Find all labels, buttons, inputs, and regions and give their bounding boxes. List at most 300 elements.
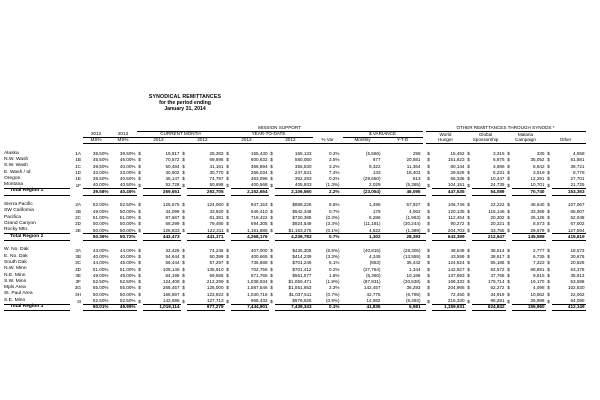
ytd-2012: 362,283 <box>294 176 312 182</box>
variance-monthly: 1,302 <box>343 234 383 241</box>
synod-code: 2E <box>75 228 81 234</box>
currency-symbol: $ <box>270 260 273 266</box>
ytd-2012: $889,226 <box>292 202 312 208</box>
currency-symbol: $ <box>467 221 470 227</box>
synod-code: 3G <box>74 285 81 291</box>
malaria-campaign: 2,777 <box>533 247 545 253</box>
currency-symbol: $ <box>226 291 229 297</box>
ytd-2012: 155,132 <box>294 150 312 156</box>
other-remittance: 30,676 <box>570 253 585 259</box>
synod-name: S.W. Minn <box>4 278 27 284</box>
global-sponsorship: 5,231 <box>493 169 505 175</box>
variance-monthly: (11,181) <box>363 221 381 227</box>
ms-pct-2012: 50.00% <box>92 227 109 233</box>
currency-symbol: $ <box>547 266 550 272</box>
currency-symbol: $ <box>226 157 229 163</box>
synod-name: Montana <box>4 182 24 188</box>
other-remittance: 51,881 <box>570 157 585 163</box>
currency-symbol: $ <box>427 150 430 156</box>
world-hunger: 120,135 <box>447 208 465 214</box>
world-hunger: 104,151 <box>447 182 465 188</box>
synod-name: Mpls Area <box>4 285 26 291</box>
currency-symbol: $ <box>226 266 229 272</box>
pct-variance: (0.7%) <box>325 291 340 297</box>
malaria-campaign: 4,098 <box>533 285 545 291</box>
current-month-2013: 108,145 <box>162 266 180 272</box>
variance-ytd: (1,389) <box>405 227 421 233</box>
currency-symbol: $ <box>270 202 273 208</box>
ytd-2012: $701,412 <box>292 266 312 272</box>
malaria-campaign: 9,615 <box>533 272 545 278</box>
currency-symbol: $ <box>182 291 185 297</box>
variance-ytd: 18,403 <box>406 169 421 175</box>
malaria-campaign: 48,640 <box>530 202 545 208</box>
world-hunger: 66,336 <box>450 176 465 182</box>
global-sponsorship: 6,875 <box>493 157 505 163</box>
currency-symbol: $ <box>138 182 141 188</box>
ms-pct-2012: 49.00% <box>92 272 109 278</box>
header-global-sponsorship-top: Global <box>478 131 493 137</box>
currency-symbol: $ <box>467 272 470 278</box>
ms-pct-2012: 39.50% <box>92 163 109 169</box>
currency-symbol: $ <box>270 169 273 175</box>
currency-symbol: $ <box>270 291 273 297</box>
currency-symbol: $ <box>270 253 273 259</box>
ytd-2012: $414,239 <box>292 253 312 259</box>
current-month-2013: 166,697 <box>162 291 180 297</box>
current-month-2013: 1,019,114 <box>143 304 181 311</box>
ms-pct-2012: 45.50% <box>92 157 109 163</box>
other-remittance: 107,067 <box>567 202 585 208</box>
ms-pct-2012: 49.00% <box>92 208 109 214</box>
current-month-2012: 212,299 <box>206 279 224 285</box>
malaria-campaign: 25,126 <box>530 215 545 221</box>
synod-name: E. No. Dak <box>4 253 28 259</box>
synod-name: Alaska <box>4 150 19 156</box>
currency-symbol: $ <box>507 215 510 221</box>
variance-monthly: (87,831) <box>363 279 381 285</box>
currency-symbol: $ <box>182 272 185 278</box>
currency-symbol: $ <box>226 215 229 221</box>
currency-symbol: $ <box>547 215 550 221</box>
ytd-2012: 247,631 <box>294 169 312 175</box>
currency-symbol: $ <box>138 163 141 169</box>
variance-ytd: 1,344 <box>409 266 421 272</box>
currency-symbol: $ <box>547 260 550 266</box>
synod-name: Total Region 1 <box>4 189 70 196</box>
currency-symbol: $ <box>427 272 430 278</box>
variance-ytd: 11,364 <box>406 163 421 169</box>
other-remittance: 20,829 <box>570 260 585 266</box>
malaria-campaign: 155,960 <box>512 304 546 311</box>
currency-symbol: $ <box>547 279 550 285</box>
currency-symbol: $ <box>138 157 141 163</box>
global-sponsorship: 3,315 <box>493 150 505 156</box>
currency-symbol: $ <box>226 253 229 259</box>
currency-symbol: $ <box>547 291 550 297</box>
current-month-2012: 122,311 <box>207 227 224 233</box>
header-world-hunger-top: World <box>439 131 452 137</box>
ytd-2012: 4,239,783 <box>275 234 313 241</box>
current-month-2012: 69,896 <box>209 157 224 163</box>
currency-symbol: $ <box>270 285 273 291</box>
ms-pct-2012: 52.50% <box>92 298 109 303</box>
table-body <box>4 150 586 311</box>
synod-code: 1E <box>75 176 81 182</box>
ytd-2012: $924,549 <box>292 221 312 227</box>
current-month-2012: 74,797 <box>209 176 224 182</box>
currency-symbol: $ <box>467 150 470 156</box>
table-total-row <box>4 304 586 311</box>
current-month-2013: 125,575 <box>162 202 180 208</box>
currency-symbol: $ <box>467 253 470 259</box>
current-month-2013: 268,457 <box>162 285 180 291</box>
synod-name: W. No. Dak <box>4 247 29 253</box>
current-month-2012: 292,705 <box>187 189 225 196</box>
current-month-2013: 142,695 <box>162 298 180 303</box>
pct-variance: 0.2% <box>329 150 340 156</box>
currency-symbol: $ <box>547 221 550 227</box>
currency-symbol: $ <box>427 182 430 188</box>
variance-monthly: (29,650) <box>363 176 381 182</box>
currency-symbol: $ <box>182 176 185 182</box>
header-malaria-campaign: Campaign <box>506 138 546 144</box>
ytd-2013: 600,632 <box>250 157 268 163</box>
currency-symbol: $ <box>138 176 141 182</box>
synod-name: Pacifica <box>4 214 22 220</box>
ytd-2012: 2,106,560 <box>275 189 313 196</box>
currency-symbol: $ <box>226 298 229 304</box>
header-cm-2013: 2013 <box>137 138 181 144</box>
synod-code <box>70 189 83 196</box>
ytd-2013: 546,410 <box>250 208 268 214</box>
currency-symbol: $ <box>467 298 470 304</box>
synod-name: E. Wash / Id <box>4 169 31 175</box>
world-hunger: 643,399 <box>432 234 466 241</box>
current-month-2012: 41,161 <box>209 163 224 169</box>
ms-pct-2012: 50.36% <box>83 234 110 241</box>
ms-pct-2013: 40.00% <box>119 163 136 169</box>
other-remittance: 412,149 <box>552 304 586 311</box>
malaria-campaign: 35,052 <box>530 157 545 163</box>
currency-symbol: $ <box>270 215 273 221</box>
global-sponsorship: 3,686 <box>493 163 505 169</box>
current-month-2012: 33,920 <box>209 208 224 214</box>
currency-symbol: $ <box>270 208 273 214</box>
ytd-2013: 571,765 <box>250 272 268 278</box>
variance-ytd: (8,493) <box>405 298 421 303</box>
malaria-campaign: 33,369 <box>530 208 545 214</box>
currency-symbol: $ <box>427 215 430 221</box>
currency-symbol: $ <box>507 266 510 272</box>
synod-name: N.E. Minn <box>4 272 26 278</box>
currency-symbol: $ <box>427 253 430 259</box>
ytd-2013: 1,161,886 <box>247 227 268 233</box>
ms-pct-2013: 44.00% <box>119 247 136 253</box>
currency-symbol: $ <box>138 253 141 259</box>
currency-symbol: $ <box>507 279 510 285</box>
currency-symbol: $ <box>270 247 273 253</box>
ms-pct-2013: 49.00% <box>119 272 136 278</box>
current-month-2013: 52,728 <box>165 182 180 188</box>
ms-pct-2012: 50.01% <box>83 304 110 311</box>
pct-variance: 5.1% <box>329 260 340 266</box>
currency-symbol: $ <box>138 266 141 272</box>
variance-monthly: 2,029 <box>369 182 381 188</box>
variance-monthly: (23,054) <box>343 189 383 196</box>
header-year-to-date: YEAR-TO-DATE <box>225 132 313 138</box>
malaria-campaign: 335 <box>536 150 545 156</box>
synod-code: 3D <box>75 266 81 272</box>
currency-symbol: $ <box>138 215 141 221</box>
synod-code: 3E <box>75 272 81 278</box>
currency-symbol: $ <box>182 228 185 234</box>
currency-symbol: $ <box>138 228 141 234</box>
ms-pct-2012: 44.00% <box>92 260 109 266</box>
ytd-2012: 7,439,343 <box>275 304 313 311</box>
other-remittance: 419,619 <box>552 234 586 241</box>
pct-variance: 7.4% <box>329 169 340 175</box>
ms-pct-2013: 40.50% <box>119 182 136 188</box>
synod-code: 2D <box>75 221 81 227</box>
currency-symbol: $ <box>547 247 550 253</box>
group-header-other-remittances: OTHER REMITTANCES THROUGH SYNODS * <box>426 126 586 132</box>
current-month-2012: 126,000 <box>206 285 224 291</box>
ytd-2012: $561,577 <box>292 272 312 278</box>
variance-monthly: 9,322 <box>369 163 381 169</box>
header-monthly: Monthly <box>343 138 383 144</box>
ms-pct-2013: 50.72% <box>110 234 137 241</box>
pct-variance: (0.9%) <box>325 298 340 303</box>
header-cm-2012: 2012 <box>181 138 225 144</box>
global-sponsorship: 20,221 <box>490 221 505 227</box>
currency-symbol: $ <box>182 298 185 304</box>
currency-symbol: $ <box>467 228 470 234</box>
malaria-campaign: 26,999 <box>530 298 545 303</box>
currency-symbol: $ <box>182 253 185 259</box>
ytd-2012: $542,348 <box>292 208 312 214</box>
pct-variance: 2.3% <box>329 285 340 291</box>
global-sponsorship: 10,447 <box>490 176 505 182</box>
ytd-2013: 4,268,176 <box>231 234 269 241</box>
currency-symbol: $ <box>507 272 510 278</box>
current-month-2012: 69,555 <box>209 272 224 278</box>
ms-pct-2013: 40.50% <box>119 176 136 182</box>
malaria-campaign: 12,291 <box>530 176 545 182</box>
ytd-2013: 400,665 <box>250 253 268 259</box>
currency-symbol: $ <box>467 266 470 272</box>
variance-monthly: 179 <box>372 208 381 214</box>
currency-symbol: $ <box>427 176 430 182</box>
currency-symbol: $ <box>427 157 430 163</box>
currency-symbol: $ <box>507 253 510 259</box>
variance-ytd: 35,442 <box>406 260 421 266</box>
currency-symbol: $ <box>226 176 229 182</box>
world-hunger: 112,454 <box>448 215 465 221</box>
currency-symbol: $ <box>182 208 185 214</box>
ms-pct-2012: 40.00% <box>92 182 109 188</box>
currency-symbol: $ <box>507 150 510 156</box>
table-row <box>4 297 586 304</box>
currency-symbol: $ <box>182 266 185 272</box>
global-sponsorship: 116,146 <box>488 208 505 214</box>
global-sponsorship: 24,735 <box>490 182 505 188</box>
ms-pct-2013: 50.00% <box>119 291 136 297</box>
other-remittance: 63,378 <box>570 266 585 272</box>
pct-variance: (3.3%) <box>325 221 340 227</box>
currency-symbol: $ <box>182 247 185 253</box>
malaria-campaign: 29,679 <box>530 227 545 233</box>
currency-symbol: $ <box>427 298 430 304</box>
variance-monthly: (5,360) <box>365 272 381 278</box>
currency-symbol: $ <box>547 253 550 259</box>
variance-ytd: (1,963) <box>405 215 421 221</box>
ytd-2012: 355,530 <box>294 163 312 169</box>
ms-pct-2012: 50.00% <box>92 221 109 227</box>
ms-pct-2012: 39.50% <box>92 150 109 156</box>
world-hunger: 43,559 <box>450 253 465 259</box>
currency-symbol: $ <box>467 169 470 175</box>
world-hunger: 142,927 <box>447 266 465 272</box>
table-row <box>4 227 586 234</box>
currency-symbol: $ <box>467 182 470 188</box>
currency-symbol: $ <box>182 279 185 285</box>
malaria-campaign: 6,735 <box>533 253 545 259</box>
currency-symbol: $ <box>547 208 550 214</box>
synod-name: Total Region 2 <box>4 234 70 241</box>
world-hunger: 80,144 <box>450 163 465 169</box>
currency-symbol: $ <box>507 228 510 234</box>
current-month-2013: 54,644 <box>165 253 180 259</box>
ms-pct-2013: 52.50% <box>119 298 136 303</box>
currency-symbol: $ <box>226 182 229 188</box>
current-month-2012: 81,381 <box>209 215 224 221</box>
synod-name: Grand Canyon <box>4 221 36 227</box>
synod-code: 3A <box>75 247 81 253</box>
synod-code: 1A <box>75 150 81 156</box>
other-remittance: 22,062 <box>570 291 585 297</box>
variance-monthly: (40,816) <box>363 247 381 253</box>
currency-symbol: $ <box>547 176 550 182</box>
header-world-hunger: Hunger <box>426 138 466 144</box>
synod-name: Sierra Pacific <box>4 202 33 208</box>
report-title-block <box>0 94 370 112</box>
current-month-2013: 64,195 <box>165 272 180 278</box>
variance-monthly: 4,522 <box>369 227 381 233</box>
currency-symbol: $ <box>427 221 430 227</box>
global-sponsorship: 20,302 <box>490 215 505 221</box>
current-month-2013: 442,473 <box>143 234 181 241</box>
currency-symbol: $ <box>138 208 141 214</box>
synod-code: 1D <box>75 169 81 175</box>
variance-ytd: (13,555) <box>403 253 421 259</box>
world-hunger: 204,703 <box>447 227 465 233</box>
pct-variance: 0.2% <box>329 176 340 182</box>
pct-variance: (1.9%) <box>325 279 340 285</box>
currency-symbol: $ <box>547 285 550 291</box>
current-month-2013: 126,833 <box>162 227 180 233</box>
ytd-2013: 363,096 <box>250 176 268 182</box>
variance-monthly: (5,566) <box>365 150 381 156</box>
ms-pct-2013: 49.95% <box>110 304 137 311</box>
currency-symbol: $ <box>467 208 470 214</box>
currency-symbol: $ <box>547 202 550 208</box>
ms-pct-2013: 40.00% <box>119 253 136 259</box>
other-remittance: 64,090 <box>570 298 585 303</box>
currency-symbol: $ <box>547 169 550 175</box>
header-pct-var: % Var <box>313 138 343 144</box>
synod-code: 2B <box>75 208 81 214</box>
variance-ytd: (5,365) <box>405 182 421 188</box>
variance-ytd: 46,095 <box>383 189 423 196</box>
current-month-2013: 45,147 <box>165 176 180 182</box>
currency-symbol: $ <box>138 247 141 253</box>
synod-code: 3C <box>75 260 81 266</box>
currency-symbol: $ <box>427 208 430 214</box>
ms-pct-2013: 45.00% <box>119 260 136 266</box>
currency-symbol: $ <box>467 176 470 182</box>
currency-symbol: $ <box>226 260 229 266</box>
synod-name: South Dak <box>4 259 27 265</box>
ms-pct-2013: 33.00% <box>119 169 136 175</box>
ms-pct-2012: 40.00% <box>92 253 109 259</box>
pct-variance: 3.2% <box>329 163 340 169</box>
currency-symbol: $ <box>507 208 510 214</box>
synod-code <box>70 234 83 241</box>
variance-monthly: 142,457 <box>363 285 381 291</box>
world-hunger: 168,332 <box>447 279 465 285</box>
currency-symbol: $ <box>226 247 229 253</box>
ms-pct-2012: 55.00% <box>92 285 109 291</box>
synod-code: 2A <box>75 202 81 208</box>
currency-symbol: $ <box>507 176 510 182</box>
currency-symbol: $ <box>547 163 550 169</box>
pct-variance: 0.7% <box>329 208 340 214</box>
synod-name: Total Region 3 <box>4 304 70 311</box>
global-sponsorship: 62,272 <box>490 285 505 291</box>
ytd-2013: 266,034 <box>250 169 268 175</box>
currency-symbol: $ <box>507 260 510 266</box>
other-remittance: 127,594 <box>567 227 585 233</box>
currency-symbol: $ <box>507 221 510 227</box>
variance-monthly: (853) <box>369 260 381 266</box>
current-month-2013: 19,817 <box>165 150 180 156</box>
synod-name: St. Paul Area <box>4 291 33 297</box>
header-ms-pct-2012: MS% <box>83 138 110 144</box>
ms-pct-2013: 52.50% <box>119 279 136 285</box>
ytd-2012: $1,037,511 <box>288 291 312 297</box>
malaria-campaign: 7,322 <box>533 260 545 266</box>
variance-monthly: 41,835 <box>343 304 383 311</box>
ms-pct-2012: 52.50% <box>92 279 109 285</box>
currency-symbol: $ <box>467 157 470 163</box>
world-hunger: 151,823 <box>447 157 465 163</box>
ytd-2012: 405,933 <box>294 182 312 188</box>
malaria-campaign: 10,562 <box>530 291 545 297</box>
currency-symbol: $ <box>138 285 141 291</box>
other-remittance: 8,778 <box>573 169 585 175</box>
currency-symbol: $ <box>182 285 185 291</box>
currency-symbol: $ <box>182 215 185 221</box>
current-month-2012: 124,060 <box>206 202 224 208</box>
header-malaria-campaign-top: Malaria <box>517 131 534 137</box>
synod-code: 1F <box>75 182 81 188</box>
synod-code: 3B <box>75 253 81 259</box>
ms-pct-2013: 52.50% <box>119 202 136 208</box>
header-ytd-2013: 2013 <box>225 138 269 144</box>
currency-symbol: $ <box>270 228 273 234</box>
currency-symbol: $ <box>427 266 430 272</box>
